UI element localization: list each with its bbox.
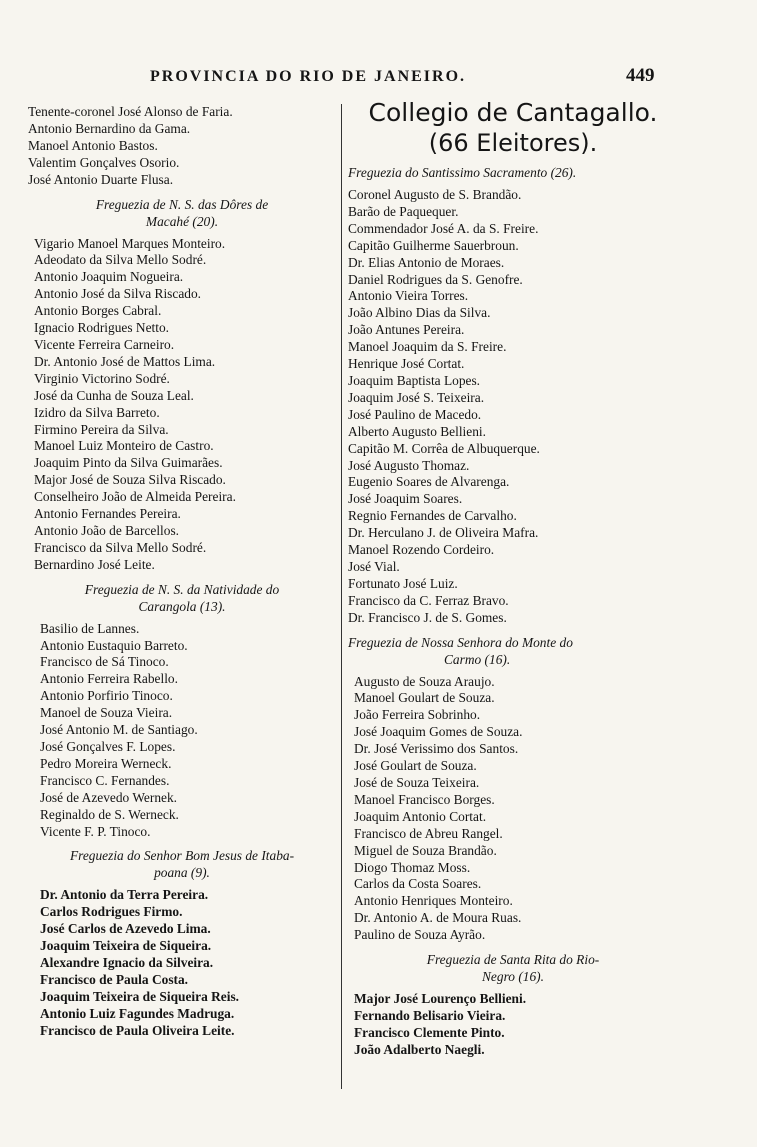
elector-name: Commendador José A. da S. Freire. [348,220,539,236]
elector-name: Antonio Vieira Torres. [348,288,469,304]
elector-name: Vigario Manoel Marques Monteiro. [34,235,226,251]
elector-name: João Antunes Pereira. [348,322,465,338]
elector-name: Coronel Augusto de S. Brandão. [348,187,522,202]
elector-name: Dr. Antonio A. de Moura Ruas. [354,910,522,926]
elector-name: Vicente Ferreira Carneiro. [34,336,175,352]
elector-name: João Albino Dias da Silva. [348,305,491,321]
elector-name: Capitão M. Corrêa de Albuquerque. [348,440,540,456]
elector-name: Major José Lourenço Bellieni. [354,991,527,1007]
elector-name: Francisco da Silva Mello Sodré. [34,539,207,555]
elector-name: Major José de Souza Silva Riscado. [34,472,226,488]
elector-name: Regnio Fernandes de Carvalho. [348,508,517,524]
elector-name: Vicente F. P. Tinoco. [40,823,151,839]
elector-name: Basilio de Lannes. [40,620,140,636]
elector-name: João Adalberto Naegli. [354,1041,485,1057]
heading-line: Negro (16). [482,969,544,985]
heading-line: Macahé (20). [145,213,219,229]
elector-name: Eugenio Soares de Alvarenga. [348,474,510,490]
elector-list-itabapoana [28,887,336,1039]
elector-name: Antonio Luiz Fagundes Madruga. [40,1005,235,1021]
freguezia-heading-santa-rita [348,951,678,985]
elector-name: Antonio Porfirio Tinoco. [40,688,173,704]
elector-name: Dr. Herculano J. de Oliveira Mafra. [348,525,539,541]
elector-name: Antonio João de Barcellos. [34,522,180,538]
freguezia-heading-monte-do-carmo [348,634,678,668]
elector-name: Barão de Paquequer. [348,203,459,219]
elector-name: Francisco de Abreu Rangel. [354,825,503,841]
elector-name: Manoel de Souza Vieira. [40,705,173,721]
elector-name: Dr. José Verissimo dos Santos. [354,741,519,757]
elector-name: Manoel Joaquim da S. Freire. [348,339,507,355]
elector-name: Manoel Antonio Bastos. [28,137,158,153]
elector-list-monte-do-carmo [348,674,678,945]
elector-name: Antonio Borges Cabral. [34,303,162,319]
elector-name: José Goulart de Souza. [354,758,477,774]
elector-name: Ignacio Rodrigues Netto. [34,320,169,336]
elector-name: Valentim Gonçalves Osorio. [28,154,180,170]
elector-name: José Joaquim Gomes de Souza. [354,724,523,740]
left-column [28,104,336,1040]
elector-name: José Antonio M. de Santiago. [40,722,198,738]
running-title: PROVINCIA DO RIO DE JANEIRO. [150,68,467,85]
elector-name: Antonio Bernardino da Gama. [28,120,191,136]
freguezia-heading-carangola [28,581,336,615]
elector-name: Bernardino José Leite. [34,556,155,572]
elector-name: Joaquim Teixeira de Siqueira. [40,938,212,954]
elector-name: Dr. Antonio José de Mattos Lima. [34,353,216,369]
right-column [348,98,678,1059]
column-divider [341,104,342,1089]
elector-name: Antonio Fernandes Pereira. [34,506,181,522]
freguezia-heading-sacramento [348,164,678,181]
elector-name: Henrique José Cortat. [348,356,465,372]
elector-name: Miguel de Souza Brandão. [354,842,497,858]
elector-name: Manoel Rozendo Cordeiro. [348,542,495,558]
elector-name: José Antonio Duarte Flusa. [28,171,174,187]
elector-name: José Augusto Thomaz. [348,457,470,473]
elector-name: Dr. Antonio da Terra Pereira. [40,887,209,903]
elector-name: Tenente-coronel José Alonso de Faria. [28,104,233,119]
elector-name: Fortunato José Luiz. [348,575,458,591]
heading-line: Freguezia do Senhor Bom Jesus de Itaba- [69,848,295,864]
elector-name: José Carlos de Azevedo Lima. [40,921,211,937]
elector-name: Dr. Elias Antonio de Moraes. [348,254,505,270]
elector-name: Reginaldo de S. Werneck. [40,806,179,822]
elector-name: Francisco Clemente Pinto. [354,1024,505,1040]
elector-name: Diogo Thomaz Moss. [354,859,471,875]
elector-name: Joaquim Pinto da Silva Guimarães. [34,455,223,471]
heading-line: Freguezia de N. S. das Dôres de [95,196,269,212]
elector-name: José Paulino de Macedo. [348,406,482,422]
elector-name: José Gonçalves F. Lopes. [40,739,176,754]
elector-name: Carlos Rodrigues Firmo. [40,904,183,920]
elector-name: Firmino Pereira da Silva. [34,421,169,437]
elector-name: Conselheiro João de Almeida Pereira. [34,489,236,505]
page-header [0,65,757,92]
elector-name: Manoel Goulart de Souza. [354,690,495,706]
heading-line: Freguezia do Santissimo Sacramento (26). [348,165,577,180]
page-number: 449 [626,65,655,86]
elector-name: José Joaquim Soares. [348,491,463,507]
elector-name: Pedro Moreira Werneck. [40,755,172,771]
elector-name: Joaquim Antonio Cortat. [354,808,487,824]
freguezia-heading-macahe [28,196,336,230]
elector-name: Francisco de Sá Tinoco. [40,654,169,670]
elector-name: Carlos da Costa Soares. [354,876,482,892]
elector-name: Manoel Francisco Borges. [354,791,495,807]
college-electors: (66 Eleitores). [428,129,598,157]
elector-name: Francisco de Paula Oliveira Leite. [40,1022,235,1038]
elector-name: José de Souza Teixeira. [354,775,480,790]
college-title: Collegio de Cantagallo. [368,98,658,127]
elector-name: Daniel Rodrigues da S. Genofre. [348,271,523,287]
elector-name: Augusto de Souza Araujo. [354,673,495,689]
elector-name: Dr. Francisco J. de S. Gomes. [348,609,507,625]
elector-list-santa-rita [348,991,678,1059]
elector-name: Alberto Augusto Bellieni. [348,423,486,439]
elector-name: Virginio Victorino Sodré. [34,370,170,386]
elector-name: Joaquim Teixeira de Siqueira Reis. [40,988,240,1004]
elector-name: João Ferreira Sobrinho. [354,707,481,723]
elector-name: Joaquim Baptista Lopes. [348,372,481,388]
elector-name: Alexandre Ignacio da Silveira. [40,955,214,971]
heading-line: poana (9). [154,865,210,881]
elector-name: Izidro da Silva Barreto. [34,404,160,420]
elector-name: Antonio Ferreira Rabello. [40,671,178,687]
elector-name: Antonio Henriques Monteiro. [354,893,513,909]
heading-line: Freguezia de Nossa Senhora do Monte do [348,634,573,650]
elector-name: Antonio Joaquim Nogueira. [34,269,184,285]
elector-name: José Vial. [348,558,400,574]
elector-name: Manoel Luiz Monteiro de Castro. [34,438,214,454]
elector-name: Antonio Eustaquio Barreto. [40,637,188,653]
freguezia-heading-itabapoana [28,847,336,881]
elector-name: Paulino de Souza Ayrão. [354,927,486,943]
elector-name: Francisco de Paula Costa. [40,971,189,987]
elector-list-sacramento [348,187,678,627]
elector-name: Adeodato da Silva Mello Sodré. [34,252,207,268]
elector-name: Francisco C. Fernandes. [40,772,170,788]
elector-name: José de Azevedo Wernek. [40,789,177,805]
elector-name: Capitão Guilherme Sauerbroun. [348,237,519,253]
elector-name: Francisco da C. Ferraz Bravo. [348,592,509,608]
elector-name: Joaquim José S. Teixeira. [348,389,485,405]
elector-name: Fernando Belisario Vieira. [354,1007,506,1023]
continued-elector-list [28,104,336,189]
heading-line: Freguezia de Santa Rita do Rio- [426,952,600,968]
elector-name: Antonio José da Silva Riscado. [34,286,201,302]
heading-line: Carmo (16). [444,651,511,667]
heading-line: Carangola (13). [138,598,226,614]
elector-name: José da Cunha de Souza Leal. [34,387,194,403]
elector-list-macahe [28,236,336,574]
heading-line: Freguezia de N. S. da Natividade do [84,581,280,597]
elector-list-carangola [28,621,336,841]
